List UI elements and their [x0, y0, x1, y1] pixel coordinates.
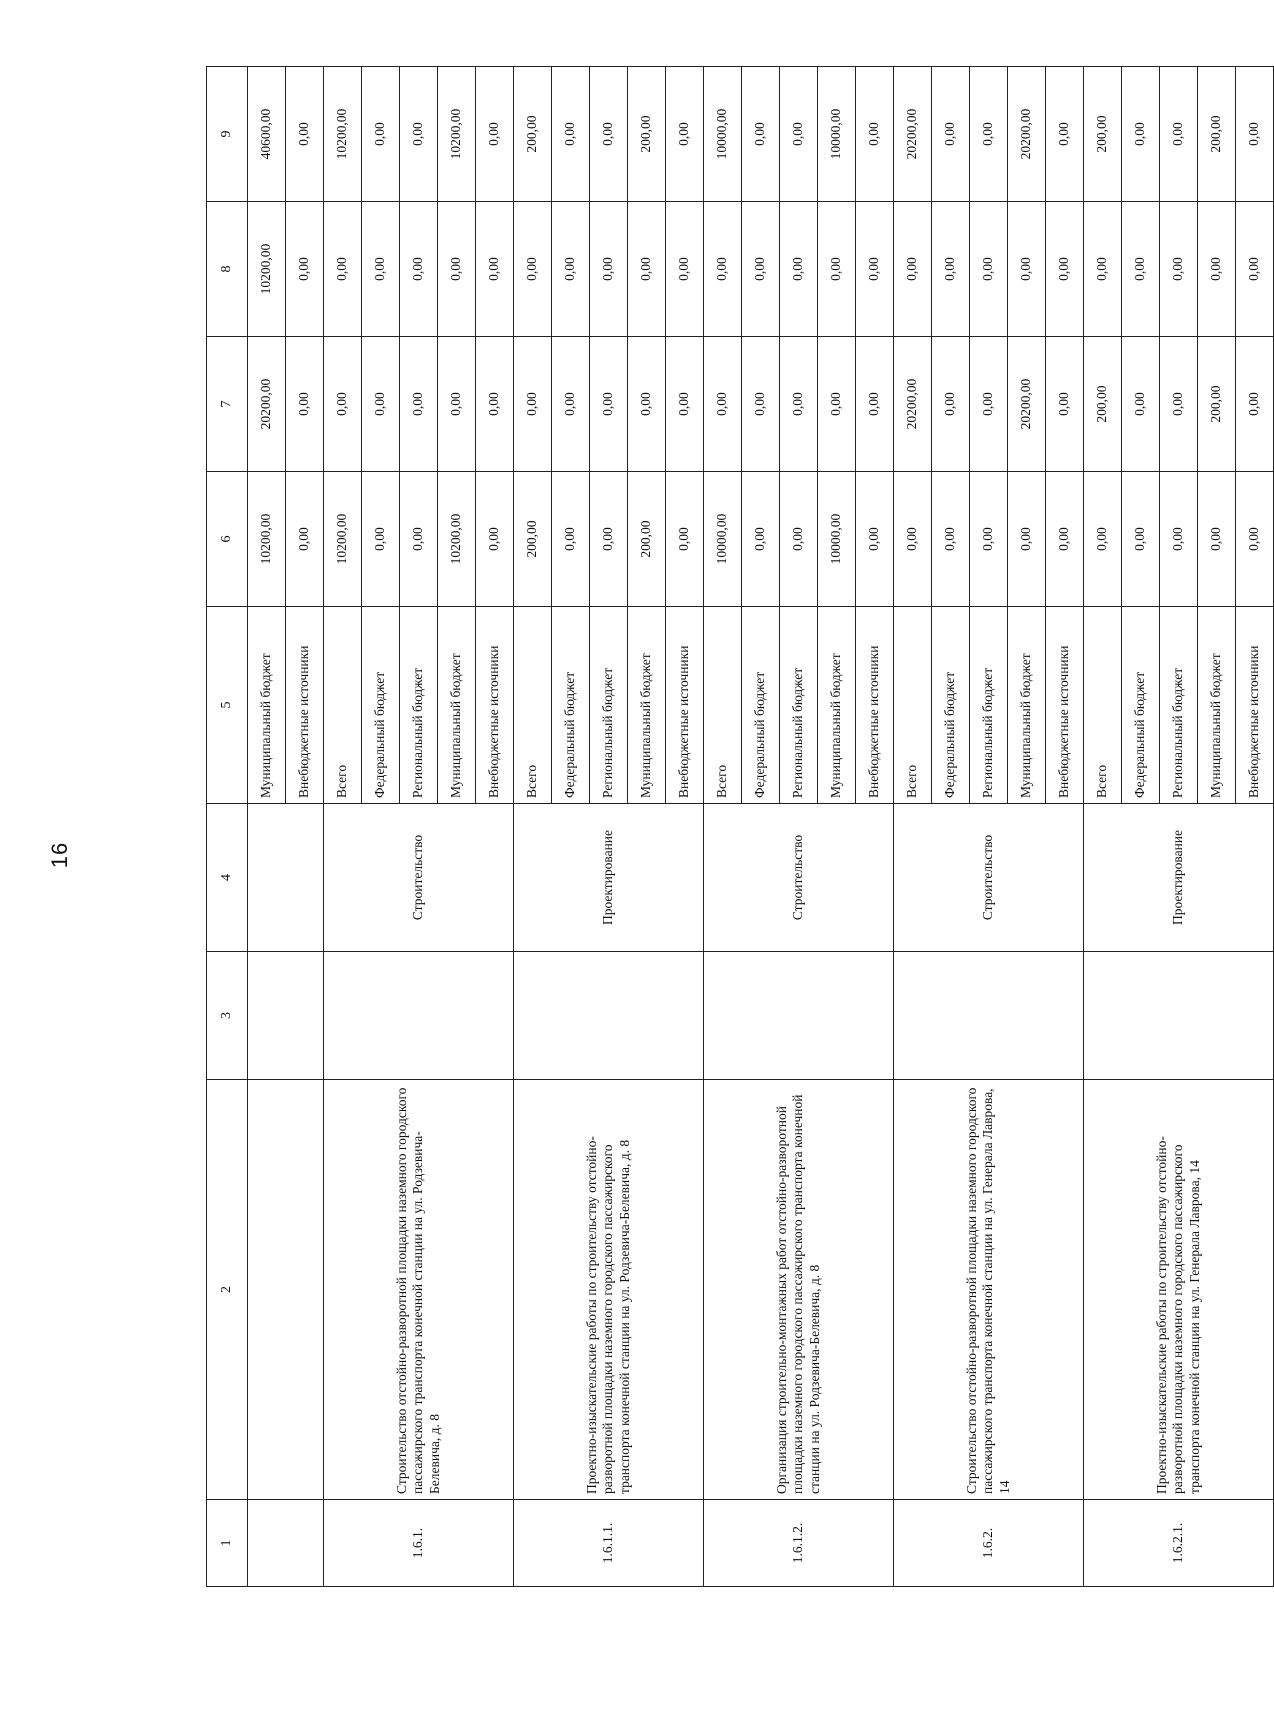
- value-col7: 0,00: [286, 337, 324, 472]
- item-number: 1.6.1.: [324, 1500, 514, 1587]
- work-type: Строительство: [704, 804, 894, 952]
- item-name: [248, 1080, 324, 1500]
- item-number: 1.6.2.: [894, 1500, 1084, 1587]
- table-row: [894, 67, 932, 1587]
- value-col9: 200,00: [628, 67, 666, 202]
- value-col6: 10000,00: [818, 472, 856, 607]
- value-col6: 0,00: [1160, 472, 1198, 607]
- value-col6: 0,00: [552, 472, 590, 607]
- value-col8: 0,00: [1046, 202, 1084, 337]
- value-col8: 0,00: [514, 202, 552, 337]
- column-number: 3: [207, 952, 248, 1080]
- value-col9: 200,00: [1084, 67, 1122, 202]
- item-col3: [894, 952, 1084, 1080]
- value-col7: 200,00: [1084, 337, 1122, 472]
- value-col8: 0,00: [400, 202, 438, 337]
- funding-source: Внебюджетные источники: [1046, 607, 1084, 804]
- funding-source: Внебюджетные источники: [856, 607, 894, 804]
- funding-source: Региональный бюджет: [1160, 607, 1198, 804]
- funding-source: Федеральный бюджет: [932, 607, 970, 804]
- table-row: [514, 67, 552, 1587]
- value-col6: 0,00: [932, 472, 970, 607]
- value-col9: 0,00: [780, 67, 818, 202]
- value-col6: 0,00: [1236, 472, 1274, 607]
- value-col9: 0,00: [476, 67, 514, 202]
- value-col8: 0,00: [476, 202, 514, 337]
- column-number: 4: [207, 804, 248, 952]
- item-col3: [324, 952, 514, 1080]
- value-col9: 0,00: [666, 67, 704, 202]
- value-col9: 10000,00: [818, 67, 856, 202]
- funding-source: Внебюджетные источники: [476, 607, 514, 804]
- funding-source: Муниципальный бюджет: [628, 607, 666, 804]
- value-col6: 0,00: [742, 472, 780, 607]
- value-col6: 0,00: [590, 472, 628, 607]
- funding-source: Всего: [704, 607, 742, 804]
- value-col7: 0,00: [1046, 337, 1084, 472]
- value-col7: 0,00: [400, 337, 438, 472]
- value-col7: 0,00: [742, 337, 780, 472]
- value-col7: 20200,00: [248, 337, 286, 472]
- item-number: 1.6.1.2.: [704, 1500, 894, 1587]
- value-col9: 0,00: [1236, 67, 1274, 202]
- value-col9: 10000,00: [704, 67, 742, 202]
- value-col8: 0,00: [362, 202, 400, 337]
- funding-source: Внебюджетные источники: [286, 607, 324, 804]
- value-col7: 0,00: [818, 337, 856, 472]
- value-col7: 0,00: [628, 337, 666, 472]
- item-col3: [704, 952, 894, 1080]
- column-number: 6: [207, 472, 248, 607]
- value-col7: 200,00: [1198, 337, 1236, 472]
- column-number: 2: [207, 1080, 248, 1500]
- value-col6: 0,00: [1198, 472, 1236, 607]
- item-number: [248, 1500, 324, 1587]
- value-col8: 0,00: [628, 202, 666, 337]
- funding-source: Всего: [1084, 607, 1122, 804]
- value-col7: 0,00: [362, 337, 400, 472]
- value-col9: 0,00: [1046, 67, 1084, 202]
- value-col8: 0,00: [590, 202, 628, 337]
- value-col7: 0,00: [856, 337, 894, 472]
- item-number: 1.6.1.1.: [514, 1500, 704, 1587]
- value-col9: 0,00: [400, 67, 438, 202]
- value-col7: 0,00: [476, 337, 514, 472]
- funding-source: Региональный бюджет: [780, 607, 818, 804]
- value-col9: 10200,00: [324, 67, 362, 202]
- funding-source: Региональный бюджет: [970, 607, 1008, 804]
- value-col6: 0,00: [362, 472, 400, 607]
- value-col6: 10200,00: [324, 472, 362, 607]
- value-col9: 200,00: [1198, 67, 1236, 202]
- item-name: Строительство отстойно-разворотной площадки наземного городского пассажирского транспорта конечной станции на ул. Родзевича-Белевича, д. 8: [324, 1080, 514, 1500]
- column-number: 5: [207, 607, 248, 804]
- value-col8: 0,00: [932, 202, 970, 337]
- rotated-table-frame: [206, 67, 1262, 1587]
- value-col6: 200,00: [514, 472, 552, 607]
- item-col3: [514, 952, 704, 1080]
- value-col7: 0,00: [590, 337, 628, 472]
- value-col9: 20200,00: [1008, 67, 1046, 202]
- funding-source: Региональный бюджет: [400, 607, 438, 804]
- value-col9: 10200,00: [438, 67, 476, 202]
- value-col9: 0,00: [362, 67, 400, 202]
- table-body: [207, 67, 1274, 1587]
- table-row: [248, 67, 286, 1587]
- value-col6: 0,00: [1122, 472, 1160, 607]
- value-col6: 10200,00: [248, 472, 286, 607]
- work-type: Строительство: [324, 804, 514, 952]
- value-col8: 0,00: [1008, 202, 1046, 337]
- funding-source: Всего: [894, 607, 932, 804]
- column-number-row: [207, 67, 248, 1587]
- value-col8: 0,00: [1198, 202, 1236, 337]
- value-col7: 0,00: [552, 337, 590, 472]
- column-number: 8: [207, 202, 248, 337]
- value-col8: 0,00: [894, 202, 932, 337]
- item-name: Проектно-изыскательские работы по строительству отстойно-разворотной площадки наземного городского пассажирского транспорта конечной станции на ул. Генерала Лаврова, 14: [1084, 1080, 1274, 1500]
- value-col8: 0,00: [1084, 202, 1122, 337]
- work-type: Проектирование: [1084, 804, 1274, 952]
- value-col9: 0,00: [552, 67, 590, 202]
- value-col8: 0,00: [704, 202, 742, 337]
- value-col8: 0,00: [1122, 202, 1160, 337]
- value-col7: 0,00: [324, 337, 362, 472]
- value-col7: 0,00: [514, 337, 552, 472]
- value-col9: 0,00: [286, 67, 324, 202]
- value-col6: 0,00: [666, 472, 704, 607]
- value-col7: 0,00: [666, 337, 704, 472]
- item-col3: [248, 952, 324, 1080]
- value-col9: 0,00: [932, 67, 970, 202]
- column-number: 9: [207, 67, 248, 202]
- value-col7: 0,00: [932, 337, 970, 472]
- item-name: Проектно-изыскательские работы по строительству отстойно-разворотной площадки наземного городского пассажирского транспорта конечной станции на ул. Родзевича-Белевича, д. 8: [514, 1080, 704, 1500]
- funding-source: Всего: [514, 607, 552, 804]
- item-name: Строительство отстойно-разворотной площадки наземного городского пассажирского транспорта конечной станции на ул. Генерала Лаврова, 14: [894, 1080, 1084, 1500]
- value-col7: 20200,00: [1008, 337, 1046, 472]
- table-row: [324, 67, 362, 1587]
- value-col8: 0,00: [552, 202, 590, 337]
- value-col9: 0,00: [742, 67, 780, 202]
- value-col6: 0,00: [476, 472, 514, 607]
- funding-source: Всего: [324, 607, 362, 804]
- value-col6: 0,00: [400, 472, 438, 607]
- column-number: 1: [207, 1500, 248, 1587]
- funding-source: Внебюджетные источники: [666, 607, 704, 804]
- funding-source: Муниципальный бюджет: [1198, 607, 1236, 804]
- value-col9: 0,00: [856, 67, 894, 202]
- value-col6: 0,00: [1084, 472, 1122, 607]
- table-row: [1084, 67, 1122, 1587]
- funding-source: Муниципальный бюджет: [438, 607, 476, 804]
- funding-source: Федеральный бюджет: [742, 607, 780, 804]
- value-col6: 0,00: [856, 472, 894, 607]
- work-type: Проектирование: [514, 804, 704, 952]
- funding-source: Муниципальный бюджет: [1008, 607, 1046, 804]
- value-col8: 10200,00: [248, 202, 286, 337]
- funding-source: Федеральный бюджет: [552, 607, 590, 804]
- value-col8: 0,00: [438, 202, 476, 337]
- value-col6: 0,00: [1008, 472, 1046, 607]
- value-col6: 0,00: [1046, 472, 1084, 607]
- funding-source: Федеральный бюджет: [362, 607, 400, 804]
- funding-source: Региональный бюджет: [590, 607, 628, 804]
- value-col7: 0,00: [704, 337, 742, 472]
- value-col6: 10000,00: [704, 472, 742, 607]
- funding-source: Муниципальный бюджет: [248, 607, 286, 804]
- budget-table: [206, 66, 1274, 1587]
- value-col9: 40600,00: [248, 67, 286, 202]
- value-col7: 0,00: [780, 337, 818, 472]
- value-col6: 10200,00: [438, 472, 476, 607]
- funding-source: Внебюджетные источники: [1236, 607, 1274, 804]
- item-col3: [1084, 952, 1274, 1080]
- value-col9: 0,00: [1160, 67, 1198, 202]
- value-col7: 0,00: [1122, 337, 1160, 472]
- value-col8: 0,00: [1160, 202, 1198, 337]
- funding-source: Федеральный бюджет: [1122, 607, 1160, 804]
- value-col8: 0,00: [818, 202, 856, 337]
- value-col6: 0,00: [970, 472, 1008, 607]
- item-number: 1.6.2.1.: [1084, 1500, 1274, 1587]
- value-col7: 0,00: [970, 337, 1008, 472]
- value-col8: 0,00: [856, 202, 894, 337]
- value-col9: 0,00: [1122, 67, 1160, 202]
- value-col9: 0,00: [970, 67, 1008, 202]
- value-col8: 0,00: [666, 202, 704, 337]
- item-name: Организация строительно-монтажных работ отстойно-разворотной площадки наземного городского пассажирского транспорта конечной станции на ул. Родзевича-Белевича, д. 8: [704, 1080, 894, 1500]
- value-col8: 0,00: [1236, 202, 1274, 337]
- value-col6: 0,00: [780, 472, 818, 607]
- work-type: [248, 804, 324, 952]
- value-col7: 0,00: [438, 337, 476, 472]
- value-col8: 0,00: [970, 202, 1008, 337]
- value-col7: 0,00: [1236, 337, 1274, 472]
- value-col7: 0,00: [1160, 337, 1198, 472]
- value-col8: 0,00: [324, 202, 362, 337]
- column-number: 7: [207, 337, 248, 472]
- value-col6: 0,00: [286, 472, 324, 607]
- page-number: 16: [47, 841, 72, 869]
- value-col8: 0,00: [780, 202, 818, 337]
- value-col9: 0,00: [590, 67, 628, 202]
- value-col6: 200,00: [628, 472, 666, 607]
- value-col6: 0,00: [894, 472, 932, 607]
- value-col8: 0,00: [286, 202, 324, 337]
- work-type: Строительство: [894, 804, 1084, 952]
- value-col8: 0,00: [742, 202, 780, 337]
- value-col9: 20200,00: [894, 67, 932, 202]
- value-col7: 20200,00: [894, 337, 932, 472]
- table-row: [704, 67, 742, 1587]
- value-col9: 200,00: [514, 67, 552, 202]
- funding-source: Муниципальный бюджет: [818, 607, 856, 804]
